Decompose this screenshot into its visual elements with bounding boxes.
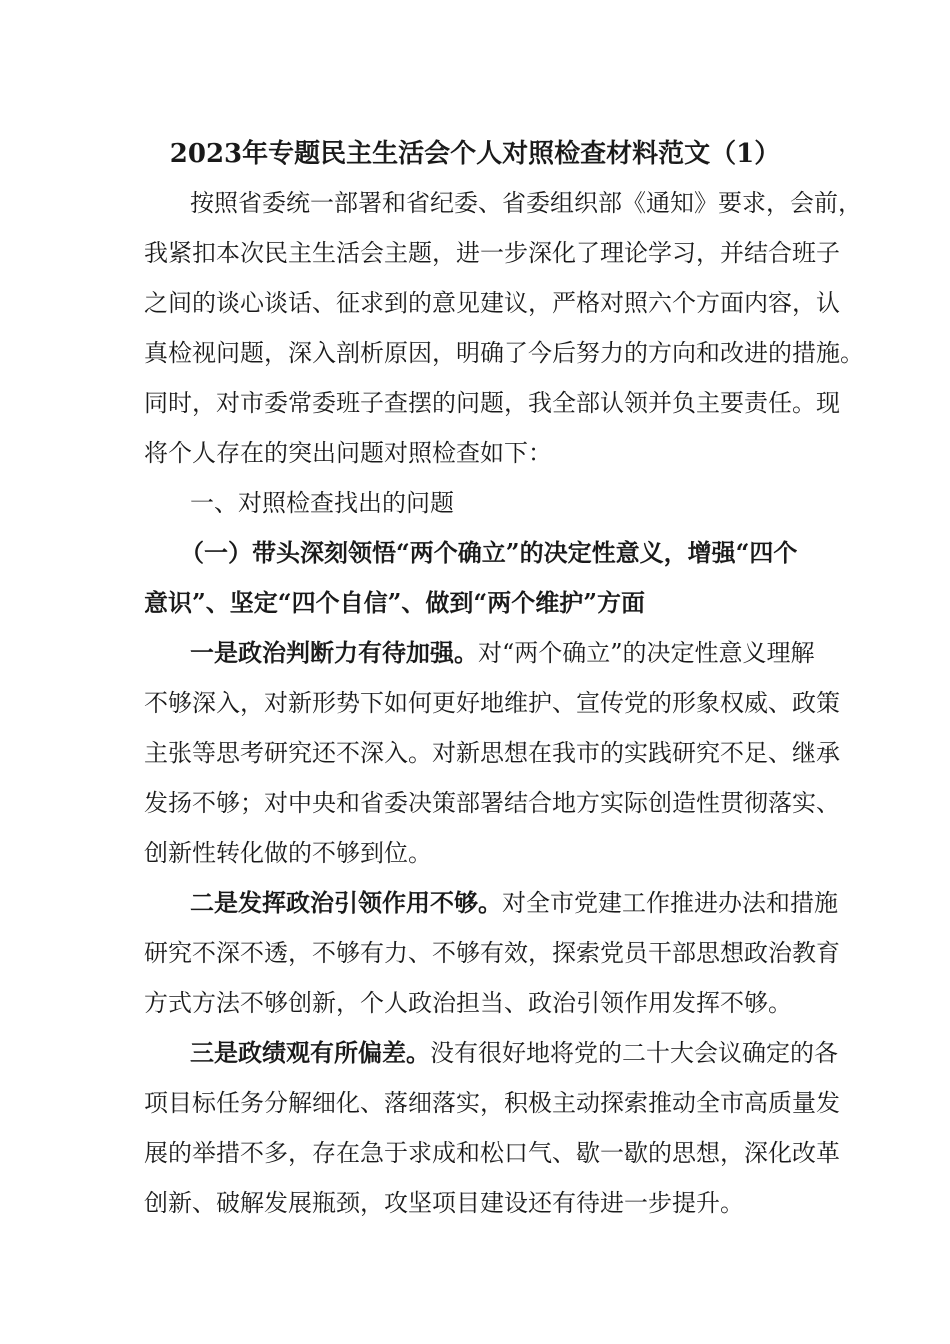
intro-line-1: 按照省委统一部署和省纪委、省委组织部《通知》要求，会前，	[190, 189, 862, 217]
item1-first-line	[190, 636, 815, 670]
item3-line-4: 创新、破解发展瓶颈，攻坚项目建设还有待进一步提升。	[144, 1189, 744, 1217]
item1-line-4: 发扬不够；对中央和省委决策部署结合地方实际创造性贯彻落实、	[144, 789, 840, 817]
item3-first-rest: 没有很好地将党的二十大会议确定的各	[430, 1039, 838, 1067]
item3-lead: 三是政绩观有所偏差。	[190, 1038, 430, 1067]
subsection-heading-line-2: 意识”、坚定“四个自信”、做到“两个维护”方面	[144, 588, 646, 617]
intro-line-5: 同时，对市委常委班子查摆的问题，我全部认领并负主要责任。现	[144, 389, 840, 417]
intro-line-6: 将个人存在的突出问题对照检查如下：	[144, 439, 552, 467]
item2-first-line	[190, 886, 838, 920]
item3-line-3: 展的举措不多，存在急于求成和松口气、歇一歇的思想，深化改革	[144, 1139, 840, 1167]
intro-line-4: 真检视问题，深入剖析原因，明确了今后努力的方向和改进的措施。	[144, 339, 864, 367]
section-heading: 一、对照检查找出的问题	[190, 489, 454, 517]
item3-first-line	[190, 1036, 838, 1070]
item1-lead: 一是政治判断力有待加强。	[190, 638, 478, 667]
document-title: 2023年专题民主生活会个人对照检查材料范文（1）	[169, 139, 781, 169]
item2-first-rest: 对全市党建工作推进办法和措施	[502, 889, 838, 917]
intro-line-2: 我紧扣本次民主生活会主题，进一步深化了理论学习，并结合班子	[144, 239, 840, 267]
item2-lead: 二是发挥政治引领作用不够。	[190, 888, 502, 917]
subsection-heading-line-1: （一）带头深刻领悟“两个确立”的决定性意义，增强“四个	[180, 538, 798, 567]
item1-line-5: 创新性转化做的不够到位。	[144, 839, 432, 867]
item1-first-rest: 对“两个确立”的决定性意义理解	[478, 639, 815, 667]
intro-line-3: 之间的谈心谈话、征求到的意见建议，严格对照六个方面内容，认	[144, 289, 840, 317]
item1-line-3: 主张等思考研究还不深入。对新思想在我市的实践研究不足、继承	[144, 739, 840, 767]
item2-line-2: 研究不深不透，不够有力、不够有效，探索党员干部思想政治教育	[144, 939, 840, 967]
item2-line-3: 方式方法不够创新，个人政治担当、政治引领作用发挥不够。	[144, 989, 792, 1017]
item1-line-2: 不够深入，对新形势下如何更好地维护、宣传党的形象权威、政策	[144, 689, 840, 717]
item3-line-2: 项目标任务分解细化、落细落实，积极主动探索推动全市高质量发	[144, 1089, 840, 1117]
